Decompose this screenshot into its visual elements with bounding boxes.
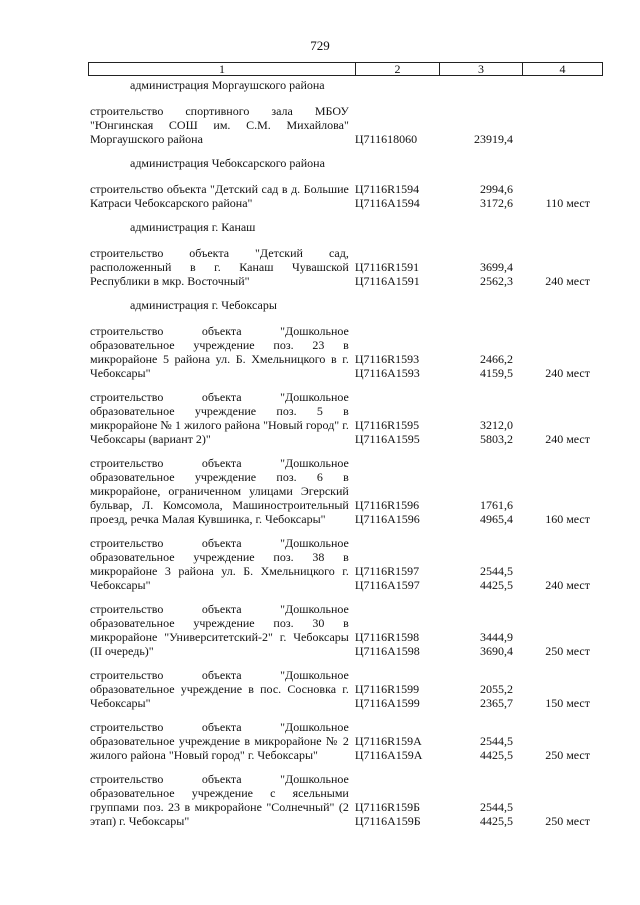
amount: 4425,5: [479, 814, 513, 828]
document-body: [90, 78, 590, 838]
amount: 2365,7: [479, 696, 513, 710]
object-description: строительство объекта "Дошкольное образовательное учреждение поз. 5 в микрорайоне № 1 жилого района "Новый город" г. Чебоксары (вариант 2)": [90, 390, 349, 446]
budget-code: Ц7116R159А: [354, 734, 422, 748]
amount: 2544,5: [479, 734, 513, 748]
group-title: администрация Моргаушского района: [130, 78, 325, 92]
group-spacer: [90, 170, 590, 182]
amount: 2055,2: [479, 682, 513, 696]
object-description: строительство объекта "Детский сад, расположенный в г. Канаш Чувашской Республики в мкр. Восточный": [90, 246, 349, 288]
amount: 4425,5: [479, 578, 513, 592]
column-header-2: 2: [356, 63, 440, 76]
amount: 1761,6: [479, 498, 513, 512]
amount: 2544,5: [479, 564, 513, 578]
budget-codes: [349, 352, 444, 380]
capacity: 240 мест: [545, 432, 590, 446]
object-description: строительство объекта "Дошкольное образовательное учреждение поз. 30 в микрорайоне "Университетский-2" г. Чебоксары (II очередь)": [90, 602, 349, 658]
budget-codes: [349, 734, 444, 762]
budget-code: Ц7116R1596: [354, 498, 420, 512]
amounts: [444, 418, 513, 446]
budget-code: Ц7116А1591: [354, 274, 420, 288]
amount: 3699,4: [479, 260, 513, 274]
amounts: [444, 630, 513, 658]
amount: 5803,2: [479, 432, 513, 446]
amounts: [444, 498, 513, 526]
budget-code: Ц711618060: [354, 132, 418, 146]
capacity: 150 мест: [545, 696, 590, 710]
budget-codes: [349, 682, 444, 710]
table-row: [90, 456, 590, 526]
budget-codes: [349, 630, 444, 658]
budget-codes: [349, 132, 444, 146]
budget-code: Ц7116А1593: [354, 366, 420, 380]
budget-code: Ц7116А1597: [354, 578, 420, 592]
budget-code: Ц7116R159Б: [354, 800, 420, 814]
table-row: [90, 324, 590, 380]
amount: 3690,4: [479, 644, 513, 658]
group-title: администрация Чебоксарского района: [130, 156, 325, 170]
group-title: администрация г. Канаш: [130, 220, 256, 234]
budget-code: Ц7116А1596: [354, 512, 420, 526]
budget-codes: [349, 564, 444, 592]
table-row: [90, 602, 590, 658]
column-header-4: 4: [523, 63, 603, 76]
amounts: [444, 564, 513, 592]
budget-code: Ц7116R1594: [354, 182, 420, 196]
object-description: строительство объекта "Дошкольное образовательное учреждение в пос. Сосновка г. Чебоксары": [90, 668, 349, 710]
page-number: 729: [310, 38, 330, 53]
amount: 4425,5: [479, 748, 513, 762]
budget-codes: [349, 182, 444, 210]
budget-code: Ц7116А1595: [354, 432, 420, 446]
column-header-3: 3: [440, 63, 523, 76]
amount: 2466,2: [479, 352, 513, 366]
capacity: 240 мест: [545, 274, 590, 288]
amounts: [444, 800, 513, 828]
group-spacer: [90, 234, 590, 246]
budget-codes: [349, 260, 444, 288]
object-description: строительство объекта "Дошкольное образовательное учреждение поз. 6 в микрорайоне, ограниченном улицами Эгерский бульвар, Л. Комсомола, Машиностроительный проезд, речка Малая Кувшинка, г. Чебоксары": [90, 456, 349, 526]
amount: 2562,3: [479, 274, 513, 288]
object-description: строительство объекта "Детский сад в д. Большие Катраси Чебоксарского района": [90, 182, 349, 210]
budget-code: Ц7116R1598: [354, 630, 420, 644]
table-row: [90, 536, 590, 592]
budget-code: Ц7116А159Б: [354, 814, 421, 828]
table-row: [90, 104, 590, 146]
capacity: 240 мест: [545, 366, 590, 380]
budget-codes: [349, 800, 444, 828]
amount: 3172,6: [479, 196, 513, 210]
group-title: администрация г. Чебоксары: [130, 298, 277, 312]
amount: 3444,9: [479, 630, 513, 644]
budget-codes: [349, 418, 444, 446]
column-header-table: [88, 62, 603, 76]
amounts: [444, 734, 513, 762]
budget-code: Ц7116R1599: [354, 682, 420, 696]
amount: 4159,5: [479, 366, 513, 380]
amount: 2544,5: [479, 800, 513, 814]
group-spacer: [90, 312, 590, 324]
table-row: [90, 772, 590, 828]
amounts: [444, 352, 513, 380]
amount: 2994,6: [479, 182, 513, 196]
budget-code: Ц7116А159А: [354, 748, 423, 762]
table-row: [90, 182, 590, 210]
capacity: 250 мест: [545, 748, 590, 762]
amounts: [444, 260, 513, 288]
budget-code: Ц7116А1599: [354, 696, 420, 710]
object-description: строительство объекта "Дошкольное образовательное учреждение поз. 23 в микрорайоне 5 района ул. Б. Хмельницкого в г. Чебоксары": [90, 324, 349, 380]
table-row: [90, 390, 590, 446]
group-spacer: [90, 92, 590, 104]
budget-codes: [349, 498, 444, 526]
column-header-1: 1: [89, 63, 356, 76]
object-description: строительство объекта "Дошкольное образовательное учреждение поз. 38 в микрорайоне 3 района ул. Б. Хмельницкого г. Чебоксары": [90, 536, 349, 592]
capacity: 250 мест: [545, 814, 590, 828]
budget-code: Ц7116А1594: [354, 196, 420, 210]
object-description: строительство объекта "Дошкольное образовательное учреждение с ясельными группами поз. 23 в микрорайоне "Солнечный" (2 этап) г. Чебоксары": [90, 772, 349, 828]
capacity: 160 мест: [545, 512, 590, 526]
budget-code: Ц7116R1593: [354, 352, 420, 366]
object-description: строительство объекта "Дошкольное образовательное учреждение в микрорайоне № 2 жилого района "Новый город" г. Чебоксары": [90, 720, 349, 762]
amount: 4965,4: [479, 512, 513, 526]
budget-code: Ц7116R1595: [354, 418, 420, 432]
table-row: [90, 668, 590, 710]
amount: 23919,4: [473, 132, 513, 146]
amounts: [444, 132, 513, 146]
table-row: [90, 246, 590, 288]
amounts: [444, 182, 513, 210]
budget-code: Ц7116А1598: [354, 644, 420, 658]
capacity: 240 мест: [545, 578, 590, 592]
table-row: [90, 720, 590, 762]
budget-code: Ц7116R1591: [354, 260, 420, 274]
object-description: строительство спортивного зала МБОУ "Юнгинская СОШ им. С.М. Михайлова" Моргаушского района: [90, 104, 349, 146]
amounts: [444, 682, 513, 710]
capacity: 110 мест: [545, 196, 590, 210]
capacity: 250 мест: [545, 644, 590, 658]
budget-code: Ц7116R1597: [354, 564, 420, 578]
amount: 3212,0: [479, 418, 513, 432]
